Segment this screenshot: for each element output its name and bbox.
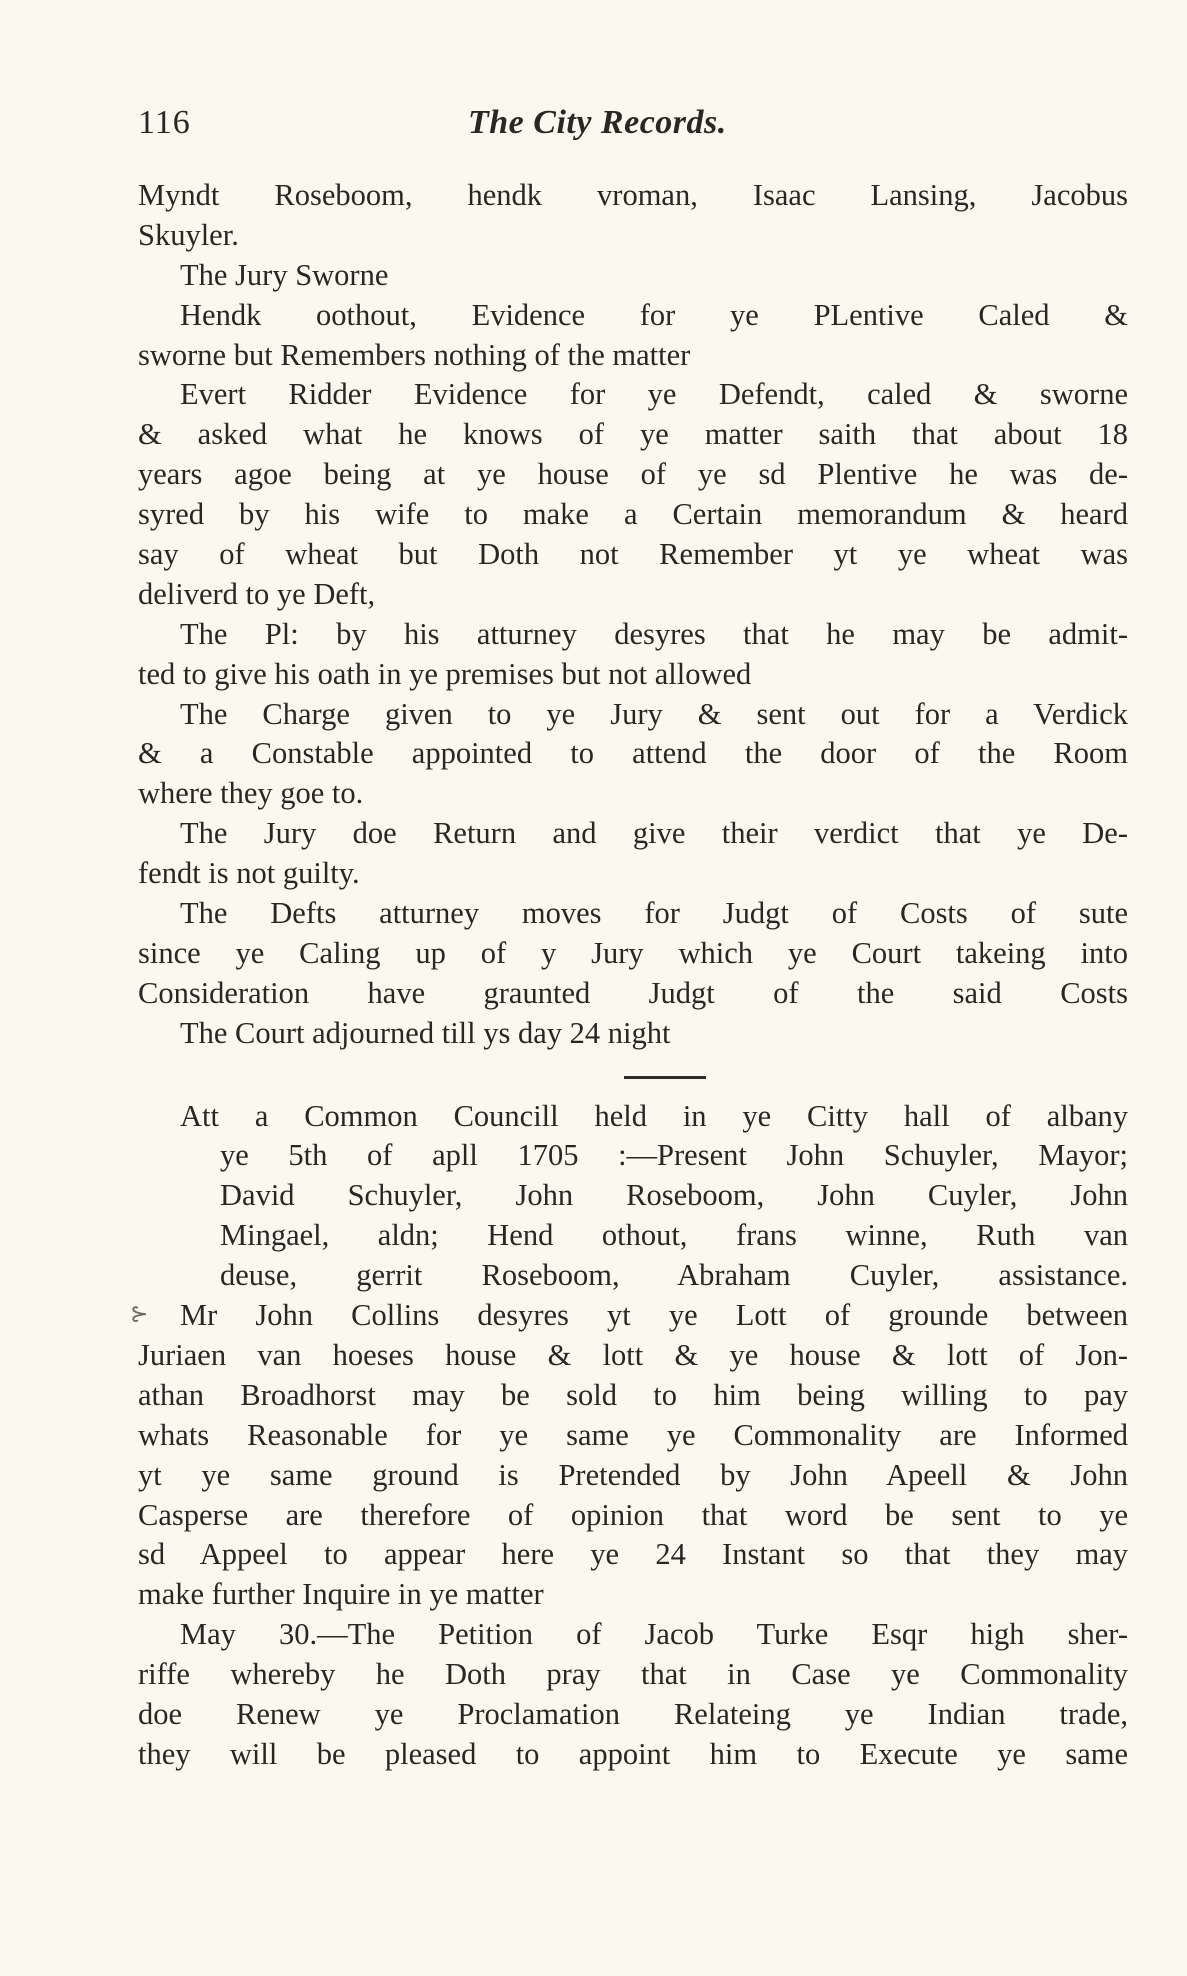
text-line: Mr John Collins desyres yt ye Lott of grounde between [180, 1298, 1128, 1333]
section-divider [624, 1076, 706, 1079]
text-line: riffe whereby he Doth pray that in Case ye Commonality [138, 1657, 1128, 1692]
page-number: 116 [138, 104, 191, 141]
text-line: deuse, gerrit Roseboom, Abraham Cuyler, assistance. [220, 1258, 1128, 1293]
text-line: The Defts atturney moves for Judgt of Costs of sute [180, 896, 1128, 931]
text-line: Skuyler. [138, 217, 239, 252]
text-line: syred by his wife to make a Certain memorandum & heard [138, 497, 1128, 532]
text-line: The Jury Sworne [180, 257, 389, 292]
text-line: May 30.—The Petition of Jacob Turke Esqr high sher- [180, 1617, 1128, 1652]
text-line: Myndt Roseboom, hendk vroman, Isaac Lansing, Jacobus [138, 178, 1128, 212]
text-line: Evert Ridder Evidence for ye Defendt, caled & sworne [180, 377, 1128, 412]
text-line: sworne but Remembers nothing of the matter [138, 337, 691, 372]
text-line: David Schuyler, John Roseboom, John Cuyler, John [220, 1178, 1128, 1213]
text-line: deliverd to ye Deft, [138, 576, 376, 611]
text-line: Consideration have graunted Judgt of the said Costs [138, 975, 1128, 1010]
text-line: The Charge given to ye Jury & sent out for a Verdick [180, 696, 1128, 731]
text-line: Juriaen van hoeses house & lott & ye house & lott of Jon- [138, 1337, 1128, 1372]
text-line: say of wheat but Doth not Remember yt ye wheat was [138, 537, 1128, 572]
text-line: sd Appeel to appear here ye 24 Instant so that they may [138, 1537, 1128, 1572]
text-line: The Court adjourned till ys day 24 night [180, 1015, 671, 1050]
text-line: ted to give his oath in ye premises but not allowed [138, 656, 752, 691]
text-line: fendt is not guilty. [138, 856, 360, 891]
text-line: yt ye same ground is Pretended by John Apeell & John [138, 1457, 1128, 1492]
text-line: they will be pleased to appoint him to Execute ye same [138, 1736, 1128, 1771]
text-line: where they goe to. [138, 776, 364, 811]
text-line: Att a Common Councill held in ye Citty hall of albany [180, 1098, 1128, 1133]
text-line: make further Inquire in ye matter [138, 1577, 544, 1612]
page-header [138, 104, 1128, 152]
text-line: doe Renew ye Proclamation Relateing ye Indian trade, [138, 1696, 1128, 1731]
text-line: since ye Caling up of y Jury which ye Court takeing into [138, 935, 1128, 970]
text-line: Casperse are therefore of opinion that word be sent to ye [138, 1497, 1128, 1532]
text-line: The Pl: by his atturney desyres that he may be admit- [180, 616, 1128, 651]
text-line: athan Broadhorst may be sold to him being willing to pay [138, 1377, 1128, 1412]
margin-mark-icon: ⊱ [130, 1301, 149, 1326]
text-line: ye 5th of apll 1705 :—Present John Schuyler, Mayor; [220, 1138, 1128, 1173]
text-line: & asked what he knows of ye matter saith that about 18 [138, 417, 1128, 452]
page-body [138, 176, 1128, 1775]
text-line: & a Constable appointed to attend the door of the Room [138, 736, 1128, 771]
text-line: Mingael, aldn; Hend othout, frans winne, Ruth van [220, 1218, 1128, 1253]
text-line: Hendk oothout, Evidence for ye PLentive Caled & [180, 297, 1128, 332]
text-line: The Jury doe Return and give their verdict that ye De- [180, 816, 1128, 851]
running-title: The City Records. [468, 104, 727, 141]
text-line: whats Reasonable for ye same ye Commonality are Informed [138, 1417, 1128, 1452]
text-line: years agoe being at ye house of ye sd Plentive he was de- [138, 457, 1128, 492]
